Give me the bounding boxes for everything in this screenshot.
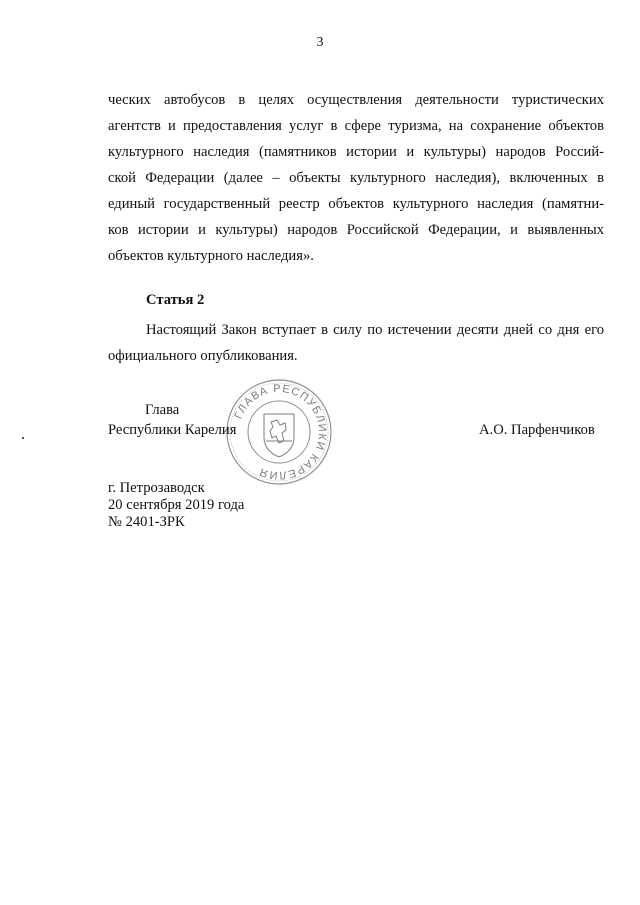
page-number: 3 (316, 35, 324, 50)
paragraph-line: официального опубликования. (108, 348, 298, 364)
signatory-title-line-2: Республики Карелия (108, 422, 237, 438)
law-number: № 2401-ЗРК (108, 514, 185, 530)
continuation-paragraph (108, 87, 604, 269)
paragraph-line: ков истории и культуры) народов Российской Федерации, и выявленных (108, 222, 604, 238)
paragraph-line: агентств и предоставления услуг в сфере туризма, на сохранение объектов (108, 118, 604, 134)
document-date: 20 сентября 2019 года (108, 497, 245, 513)
paragraph-line: ческих автобусов в целях осуществления деятельности туристических (108, 92, 604, 108)
svg-text:ГЛАВА РЕСПУБЛИКИ КАРЕЛИЯ: ГЛАВА РЕСПУБЛИКИ КАРЕЛИЯ (232, 382, 329, 482)
official-seal-stamp (224, 377, 334, 487)
paragraph-line: объектов культурного наследия». (108, 248, 314, 264)
coat-of-arms-icon (264, 414, 294, 457)
article-heading: Статья 2 (146, 292, 205, 308)
paragraph-line: культурного наследия (памятников истории и культуры) народов Россий- (108, 144, 604, 160)
signatory-title-line-1: Глава (145, 402, 180, 418)
place-city: г. Петрозаводск (108, 480, 205, 496)
paragraph-line: единый государственный реестр объектов культурного наследия (памятни- (108, 196, 604, 212)
article-paragraph (108, 317, 604, 369)
signatory-name: А.О. Парфенчиков (479, 422, 595, 438)
paragraph-line: Настоящий Закон вступает в силу по истечении десяти дней со дня его (146, 322, 604, 338)
paragraph-line: ской Федерации (далее – объекты культурного наследия), включенных в (108, 170, 604, 186)
scan-speck (22, 437, 24, 439)
